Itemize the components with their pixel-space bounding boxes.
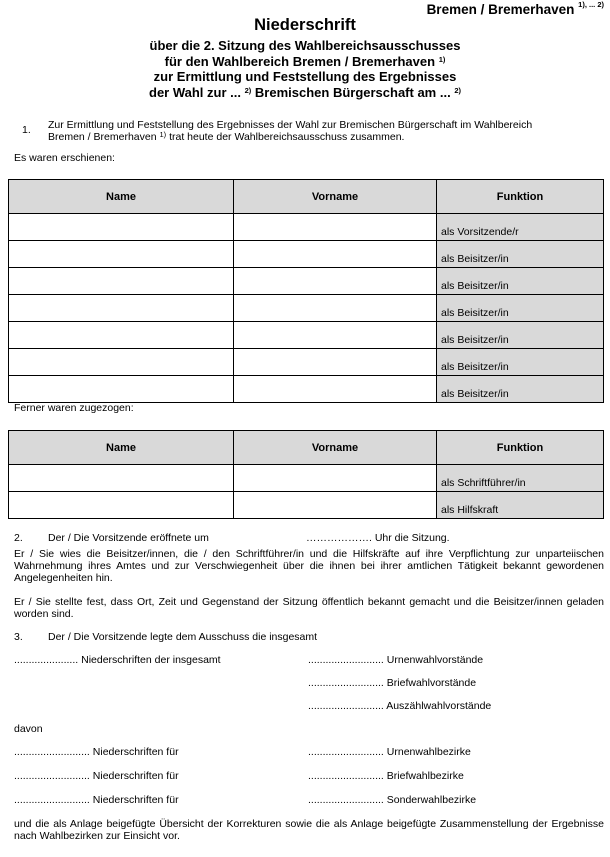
region-header: Bremen / Bremerhaven $^{1), ... 2)}$ — [426, 0, 604, 17]
table-row — [9, 465, 604, 492]
section-2-text: Der / Die Vorsitzende eröffnete um — [48, 532, 209, 544]
section-2-number: 2. — [14, 532, 23, 544]
function-cell: als Beisitzer/in — [437, 322, 604, 349]
firstname-cell[interactable] — [234, 492, 437, 519]
firstname-cell[interactable] — [234, 214, 437, 241]
opening-time-field[interactable]: ………………. Uhr die Sitzung. — [306, 532, 450, 544]
column-header-name: Name — [9, 431, 234, 465]
function-cell: als Schriftführer/in — [437, 465, 604, 492]
function-cell: als Beisitzer/in — [437, 349, 604, 376]
column-header-firstname: Vorname — [234, 431, 437, 465]
name-cell[interactable] — [9, 322, 234, 349]
district-count-urn[interactable]: .......................... Urnenwahlbezirke — [308, 746, 471, 758]
table-row — [9, 268, 604, 295]
records-for-line[interactable]: .......................... Niederschriften für — [14, 770, 179, 782]
name-cell[interactable] — [9, 465, 234, 492]
name-cell[interactable] — [9, 492, 234, 519]
district-count-special[interactable]: .......................... Sonderwahlbezirke — [308, 794, 477, 806]
total-records-line[interactable]: ...................... Niederschriften der insgesamt — [14, 654, 221, 666]
committee-count-postal[interactable]: .......................... Briefwahlvorstände — [308, 677, 477, 689]
committee-count-count[interactable]: .......................... Auszählwahlvorstände — [308, 700, 492, 712]
function-cell: als Beisitzer/in — [437, 376, 604, 403]
firstname-cell[interactable] — [234, 465, 437, 492]
section-1-number: 1. — [22, 124, 31, 136]
table-row — [9, 241, 604, 268]
function-cell: als Beisitzer/in — [437, 268, 604, 295]
table-row — [9, 349, 604, 376]
table-row — [9, 492, 604, 519]
name-cell[interactable] — [9, 349, 234, 376]
present-table — [8, 179, 604, 403]
column-header-name: Name — [9, 180, 234, 214]
section-3-number: 3. — [14, 631, 23, 643]
name-cell[interactable] — [9, 295, 234, 322]
section-2-paragraph-1: Er / Sie wies die Beisitzer/innen, die / den Schriftführer/in und die Hilfskräfte auf ihre Verpflichtung zur unparteiischen Wahrnehmung ihres Amtes und zur Verschwiegenheit über die ihnen bei ihrer amtlichen Tätigkeit bekannt gewordenen Angelegenheiten hin. — [14, 548, 604, 584]
records-for-line[interactable]: .......................... Niederschriften für — [14, 794, 179, 806]
name-cell[interactable] — [9, 241, 234, 268]
function-cell: als Beisitzer/in — [437, 295, 604, 322]
table-row — [9, 376, 604, 403]
document-subtitle: über die 2. Sitzung des Wahlbereichsausschusses für den Wahlbereich Bremen / Bremerhaven $^{1)}$ zur Ermittlung und Feststellung des Ergebnisses der Wahl zur ... $^{2)}$ Bremischen Bürgerschaft am ... $^{2)}$ — [149, 38, 461, 100]
column-header-function: Funktion — [437, 180, 604, 214]
firstname-cell[interactable] — [234, 268, 437, 295]
committee-count-urn[interactable]: .......................... Urnenwahlvorstände — [308, 654, 484, 666]
function-cell: als Beisitzer/in — [437, 241, 604, 268]
table-row — [9, 214, 604, 241]
records-for-line[interactable]: .......................... Niederschriften für — [14, 746, 179, 758]
section-2-paragraph-2: Er / Sie stellte fest, dass Ort, Zeit und Gegenstand der Sitzung öffentlich bekannt gemacht und die Beisitzer/innen geladen worden sind. — [14, 596, 604, 620]
firstname-cell[interactable] — [234, 349, 437, 376]
document-title: Niederschrift — [254, 16, 356, 34]
section-3-text: Der / Die Vorsitzende legte dem Ausschuss die insgesamt — [48, 631, 318, 643]
section-1-text: Zur Ermittlung und Feststellung des Ergebnisses der Wahl zur Bremischen Bürgerschaft im Wahlbereich Bremen / Bremerhaven $^{1)}$ trat heute der Wahlbereichsausschuss zusammen. — [48, 119, 533, 143]
firstname-cell[interactable] — [234, 295, 437, 322]
name-cell[interactable] — [9, 214, 234, 241]
section-3-closing: und die als Anlage beigefügte Übersicht der Korrekturen sowie die als Anlage beigefügte Zusammenstellung der Ergebnisse nach Wahlbezirken zur Einsicht vor. — [14, 818, 604, 842]
table-row — [9, 322, 604, 349]
name-cell[interactable] — [9, 376, 234, 403]
firstname-cell[interactable] — [234, 376, 437, 403]
function-cell: als Hilfskraft — [437, 492, 604, 519]
district-count-postal[interactable]: .......................... Briefwahlbezirke — [308, 770, 464, 782]
firstname-cell[interactable] — [234, 322, 437, 349]
also-present-table — [8, 430, 604, 519]
present-label: Es waren erschienen: — [14, 152, 115, 164]
table-row — [9, 295, 604, 322]
column-header-function: Funktion — [437, 431, 604, 465]
column-header-firstname: Vorname — [234, 180, 437, 214]
firstname-cell[interactable] — [234, 241, 437, 268]
name-cell[interactable] — [9, 268, 234, 295]
table-header-row — [9, 180, 604, 214]
also-present-label: Ferner waren zugezogen: — [14, 402, 134, 414]
table-header-row — [9, 431, 604, 465]
function-cell: als Vorsitzende/r — [437, 214, 604, 241]
davon-label: davon — [14, 723, 43, 735]
